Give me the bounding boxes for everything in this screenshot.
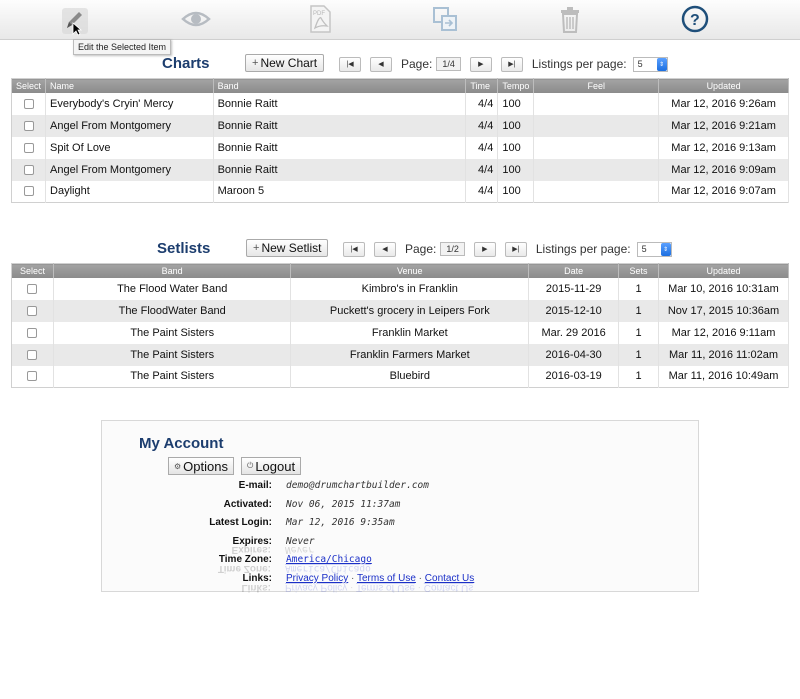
setlist-sets: 1 <box>619 300 659 322</box>
last-login-value: Mar 12, 2016 9:35am <box>286 517 395 528</box>
delete-button[interactable] <box>552 3 588 37</box>
row-checkbox[interactable] <box>24 143 34 153</box>
chart-time: 4/4 <box>466 137 498 159</box>
link-separator: · <box>418 573 423 584</box>
setlist-sets: 1 <box>619 278 659 300</box>
timezone-link[interactable]: America/Chicago <box>286 554 372 565</box>
chart-feel <box>534 93 659 115</box>
row-checkbox[interactable] <box>24 186 34 196</box>
chart-updated: Mar 12, 2016 9:09am <box>659 159 789 181</box>
setlist-updated: Mar 12, 2016 9:11am <box>659 322 789 344</box>
setlist-date: 2015-12-10 <box>529 300 619 322</box>
activated-row <box>102 499 700 515</box>
charts-table <box>11 78 789 203</box>
setlists-pager <box>343 240 672 258</box>
setlist-band: The Paint Sisters <box>53 344 290 366</box>
table-row[interactable] <box>12 181 789 203</box>
col-updated[interactable]: Updated <box>659 264 789 278</box>
account-reflection: Links: Privacy Policy · Terms of Use · Contact Us Time Zone: America/Chicago Expires: Never <box>217 544 474 593</box>
col-select[interactable]: Select <box>12 79 46 93</box>
last-login-label: Latest Login: <box>209 517 272 528</box>
expires-value: Never <box>286 536 315 547</box>
email-value: demo@drumchartbuilder.com <box>286 480 429 491</box>
table-row[interactable] <box>12 93 789 115</box>
setlist-band: The Flood Water Band <box>53 278 290 300</box>
col-band[interactable]: Band <box>53 264 290 278</box>
setlists-title: Setlists <box>157 240 211 257</box>
email-row <box>102 480 700 496</box>
setlist-sets: 1 <box>619 344 659 366</box>
col-tempo[interactable]: Tempo <box>498 79 534 93</box>
activated-label: Activated: <box>223 499 272 510</box>
last-page-button[interactable]: ▶| <box>501 57 523 72</box>
listings-label: Listings per page: <box>531 57 627 71</box>
row-checkbox[interactable] <box>27 306 37 316</box>
table-row[interactable] <box>12 366 789 388</box>
setlist-band: The Paint Sisters <box>53 366 290 388</box>
table-row[interactable] <box>12 137 789 159</box>
links-label: Links: <box>242 573 272 584</box>
setlist-date: Mar. 29 2016 <box>529 322 619 344</box>
link-separator: · <box>351 573 355 584</box>
listings-per-page-select[interactable] <box>633 57 668 72</box>
setlist-date: 2016-04-30 <box>529 344 619 366</box>
table-row[interactable] <box>12 278 789 300</box>
row-checkbox[interactable] <box>24 99 34 109</box>
col-feel[interactable]: Feel <box>534 79 659 93</box>
table-row[interactable] <box>12 322 789 344</box>
last-login-row <box>102 517 700 533</box>
first-page-button[interactable]: |◀ <box>339 57 361 72</box>
setlist-date: 2016-03-19 <box>529 366 619 388</box>
setlist-venue: Puckett's grocery in Leipers Fork <box>291 300 529 322</box>
svg-text:?: ? <box>690 11 700 29</box>
chart-feel <box>534 115 659 137</box>
activated-value: Nov 06, 2015 11:37am <box>286 499 401 510</box>
terms-of-use-link[interactable]: Terms of Use <box>356 573 416 584</box>
next-page-button[interactable]: ▶ <box>470 57 492 72</box>
chart-time: 4/4 <box>466 181 498 203</box>
copy-button[interactable] <box>427 3 463 37</box>
setlist-venue: Kimbro's in Franklin <box>291 278 529 300</box>
setlist-updated: Mar 11, 2016 10:49am <box>659 366 789 388</box>
plus-icon: + <box>253 242 260 254</box>
table-row[interactable] <box>12 159 789 181</box>
email-label: E-mail: <box>238 480 272 491</box>
chart-band: Bonnie Raitt <box>213 93 466 115</box>
col-name[interactable]: Name <box>46 79 214 93</box>
privacy-policy-link[interactable]: Privacy Policy <box>286 573 349 584</box>
gear-icon: ⚙ <box>174 461 182 471</box>
chart-feel <box>534 181 659 203</box>
chart-time: 4/4 <box>466 93 498 115</box>
expires-row <box>102 536 700 552</box>
table-header-row <box>12 79 789 93</box>
setlist-sets: 1 <box>619 366 659 388</box>
page-indicator: 1/2 <box>440 242 465 256</box>
listings-per-page-select[interactable] <box>637 242 672 257</box>
chart-band: Bonnie Raitt <box>213 137 466 159</box>
col-date[interactable]: Date <box>529 264 619 278</box>
select-arrows-icon: ⇕ <box>657 58 667 71</box>
chart-updated: Mar 12, 2016 9:21am <box>659 115 789 137</box>
col-band[interactable]: Band <box>213 79 466 93</box>
chart-updated: Mar 12, 2016 9:26am <box>659 93 789 115</box>
new-setlist-button[interactable] <box>246 239 328 257</box>
chart-name: Angel From Montgomery <box>46 115 214 137</box>
chart-feel <box>534 159 659 181</box>
table-row[interactable] <box>12 344 789 366</box>
row-checkbox[interactable] <box>27 284 37 294</box>
chart-tempo: 100 <box>498 115 534 137</box>
mouse-cursor-icon <box>72 22 82 39</box>
setlist-venue: Franklin Farmers Market <box>291 344 529 366</box>
table-row[interactable] <box>12 300 789 322</box>
chart-updated: Mar 12, 2016 9:07am <box>659 181 789 203</box>
page-label: Page: <box>405 242 437 256</box>
chart-feel <box>534 137 659 159</box>
new-chart-button[interactable] <box>245 54 324 72</box>
new-chart-label: New Chart <box>260 56 318 70</box>
eye-icon <box>181 4 211 37</box>
chart-name: Daylight <box>46 181 214 203</box>
power-icon: ⏻ <box>247 461 254 470</box>
row-checkbox[interactable] <box>27 350 37 360</box>
listings-value: 5 <box>641 244 647 254</box>
contact-us-link[interactable]: Contact Us <box>424 573 475 584</box>
chart-band: Bonnie Raitt <box>213 115 466 137</box>
setlist-date: 2015-11-29 <box>529 278 619 300</box>
setlists-table <box>11 263 789 388</box>
chart-time: 4/4 <box>466 159 498 181</box>
timezone-row <box>102 554 700 570</box>
view-button[interactable] <box>178 3 214 37</box>
select-arrows-icon: ⇕ <box>661 243 671 256</box>
timezone-label: Time Zone: <box>218 554 272 565</box>
setlist-venue: Franklin Market <box>291 322 529 344</box>
svg-text:PDF: PDF <box>313 10 325 17</box>
chart-band: Maroon 5 <box>213 181 466 203</box>
options-button[interactable] <box>168 457 234 475</box>
help-button[interactable] <box>677 3 713 37</box>
last-page-button[interactable]: ▶| <box>505 242 527 257</box>
chart-band: Bonnie Raitt <box>213 159 466 181</box>
setlist-venue: Bluebird <box>291 366 529 388</box>
logout-button[interactable] <box>241 457 301 475</box>
prev-page-button[interactable]: ◀ <box>374 242 396 257</box>
charts-title: Charts <box>162 55 210 72</box>
row-checkbox[interactable] <box>24 121 34 131</box>
chart-tempo: 100 <box>498 159 534 181</box>
listings-label: Listings per page: <box>535 242 631 256</box>
charts-pager <box>339 55 668 73</box>
expires-label: Expires: <box>232 536 272 547</box>
chart-tempo: 100 <box>498 137 534 159</box>
account-title: My Account <box>139 435 224 452</box>
chart-tempo: 100 <box>498 181 534 203</box>
page-indicator: 1/4 <box>436 57 461 71</box>
row-checkbox[interactable] <box>24 165 34 175</box>
prev-page-button[interactable]: ◀ <box>370 57 392 72</box>
col-sets[interactable]: Sets <box>619 264 659 278</box>
setlist-band: The FloodWater Band <box>53 300 290 322</box>
copy-icon <box>430 4 460 37</box>
chart-updated: Mar 12, 2016 9:13am <box>659 137 789 159</box>
table-header-row <box>12 264 789 278</box>
row-checkbox[interactable] <box>27 328 37 338</box>
chart-tempo: 100 <box>498 93 534 115</box>
first-page-button[interactable]: |◀ <box>343 242 365 257</box>
next-page-button[interactable]: ▶ <box>474 242 496 257</box>
setlist-updated: Mar 10, 2016 10:31am <box>659 278 789 300</box>
new-setlist-label: New Setlist <box>261 241 322 255</box>
chart-name: Spit Of Love <box>46 137 214 159</box>
chart-name: Angel From Montgomery <box>46 159 214 181</box>
plus-icon: + <box>252 57 259 69</box>
options-label: Options <box>183 458 228 474</box>
page-label: Page: <box>401 57 433 71</box>
setlist-updated: Nov 17, 2015 10:36am <box>659 300 789 322</box>
account-panel <box>101 420 699 592</box>
help-icon <box>680 4 710 37</box>
col-updated[interactable]: Updated <box>659 79 789 93</box>
listings-value: 5 <box>637 59 643 69</box>
table-row[interactable] <box>12 115 789 137</box>
setlist-updated: Mar 11, 2016 11:02am <box>659 344 789 366</box>
chart-time: 4/4 <box>466 115 498 137</box>
setlist-band: The Paint Sisters <box>53 322 290 344</box>
logout-label: Logout <box>255 458 296 474</box>
col-time[interactable]: Time <box>466 79 498 93</box>
col-select[interactable]: Select <box>12 264 54 278</box>
pdf-button[interactable] <box>302 3 338 37</box>
toolbar <box>0 0 800 40</box>
chart-name: Everybody's Cryin' Mercy <box>46 93 214 115</box>
trash-icon <box>555 4 585 37</box>
row-checkbox[interactable] <box>27 371 37 381</box>
tooltip: Edit the Selected Item <box>73 39 171 55</box>
pdf-icon <box>305 4 335 37</box>
setlist-sets: 1 <box>619 322 659 344</box>
col-venue[interactable]: Venue <box>291 264 529 278</box>
